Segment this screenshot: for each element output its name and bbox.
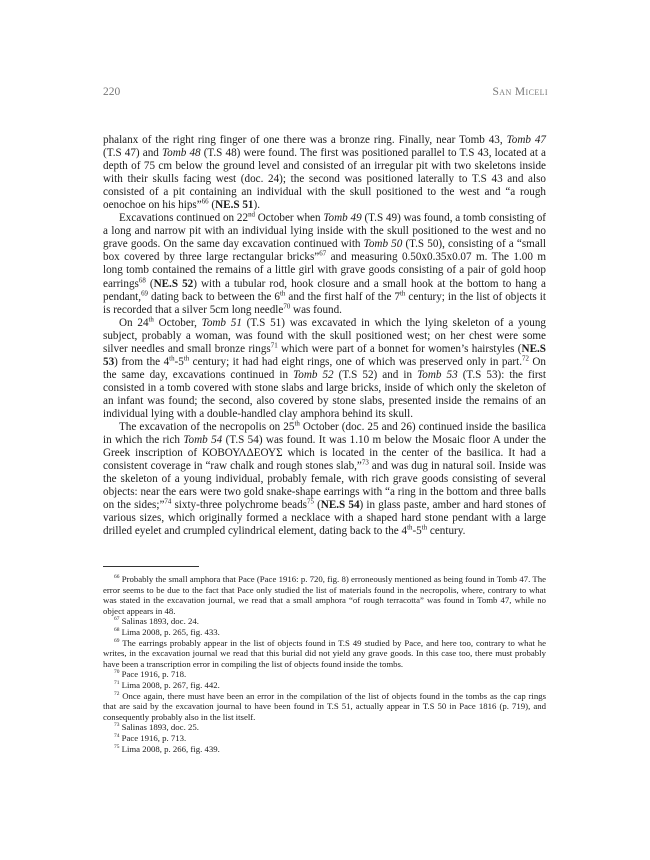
running-head: San Miceli [492, 86, 548, 98]
text-run: (T.S 51) was excavated in which the lying skeleton of a young subject, probably a woman, was found with the skull positioned west; on her chest were some silver needles and small bronze rings [103, 316, 546, 355]
tomb-name: Tomb 47 [506, 134, 546, 146]
text-run: (T.S 47) and [103, 147, 162, 160]
footnote-ref: th [399, 289, 406, 297]
footnote [103, 722, 546, 733]
page-number: 220 [103, 86, 121, 98]
main-text [103, 134, 546, 538]
text-run: sixty-three polychrome beads [171, 499, 307, 512]
footnote-number: 66 [114, 574, 120, 581]
text-run: On 24 [119, 316, 149, 329]
footnote-number: 68 [114, 627, 120, 634]
text-run: ) in glass paste, amber and hard stones of various sizes, which originally formed a necklace with a shaped hard stone pendant with a large drilled eyelet and crumpled cylindrical element, dating back to the 4 [103, 499, 546, 538]
footnote-ref: th [294, 420, 300, 428]
footnote-text: Lima 2008, p. 267, fig. 442. [121, 679, 220, 690]
tomb-name: Tomb 54 [183, 434, 223, 447]
footnote-ref: th [407, 524, 413, 532]
tomb-name: Tomb 51 [201, 316, 242, 329]
text-run: The excavation of the necropolis on 25 [119, 421, 295, 434]
footnote-text: Lima 2008, p. 265, fig. 433. [121, 626, 220, 637]
footnote-ref: 73 [361, 459, 369, 467]
footnote-ref: th [421, 524, 428, 532]
text-run: -5 [174, 355, 184, 368]
footnote-ref: th [279, 289, 286, 297]
footnote-ref: 69 [141, 289, 148, 297]
text-run: ) from the 4 [114, 355, 170, 368]
text-run: phalanx of the right ring finger of one there was a bronze ring. Finally, near Tomb 43, [103, 134, 507, 146]
catalogue-ref: NE.S 53 [103, 342, 546, 368]
text-run: ). [253, 199, 260, 212]
footnote-ref: 66 [201, 198, 209, 206]
footnote-ref: th [183, 355, 190, 363]
footnote [103, 669, 546, 680]
footnote-ref: th [169, 355, 175, 363]
footnote-text: Salinas 1893, doc. 24. [121, 616, 199, 627]
footnote-ref: 74 [164, 498, 172, 506]
text-run: and was dug in natural soil. Inside was the skeleton of a young individual, probably female, with rich grave goods consisting of several objects: near the ears were two gold snake-shape earrings with “a ring in the bottom and three balls on the sides;” [103, 460, 547, 512]
footnote-ref: nd [248, 211, 255, 219]
text-run: (T.S 53): the first consisted in a tomb covered with stone slabs and large bricks, inside of which only the skeleton of an infant was found; the second, also covered by stone slabs, presented inside the remains of an individual lying with a double-handled clay amphora behind its skull. [103, 368, 546, 420]
footnote-number: 70 [114, 669, 120, 676]
text-run: dating back to between the 6 [147, 290, 280, 303]
footnote-text: Pace 1916, p. 718. [121, 669, 187, 680]
footnote-number: 75 [114, 743, 120, 750]
text-run: (T.S 54) was found. It was 1.10 m below the Mosaic floor A under the Greek inscription of ΚΟΒΟΥΛΔΕΟΥΣ which is located in the center of the basilica. It had a consistent coverage in “raw chalk and rough stones slab,” [103, 434, 546, 473]
catalogue-ref: NE.S 51 [215, 199, 254, 212]
footnote-number: 71 [114, 680, 120, 687]
footnote-text: Salinas 1893, doc. 25. [121, 722, 199, 733]
text-run: century; it had had eight rings, one of which was preserved only in part. [189, 355, 522, 368]
text-run: century; in the list of objects it is recorded that a silver 5cm long needle [103, 290, 546, 316]
footnote [103, 744, 546, 755]
footnote [103, 691, 546, 723]
footnote-text: Lima 2008, p. 266, fig. 439. [121, 743, 220, 754]
footnote [103, 638, 546, 670]
catalogue-ref: NE.S 52 [153, 277, 194, 290]
footnote-ref: 67 [319, 250, 327, 258]
text-run: ( [313, 499, 321, 512]
text-run: (T.S 52) and in [333, 368, 418, 381]
text-run: October when [254, 212, 324, 225]
footnote-number: 69 [114, 637, 120, 644]
text-run: (T.S 50), consisting of a “small box covered by three large rectangular bricks” [103, 238, 546, 264]
text-run: and the first half of the 7 [285, 290, 400, 303]
text-run: -5 [412, 525, 422, 538]
text-run: October (doc. 25 and 26) continued inside the basilica in which the rich [103, 421, 546, 447]
catalogue-ref: NE.S 54 [320, 499, 360, 512]
footnote-number: 73 [114, 722, 120, 729]
footnote-ref: th [148, 315, 154, 323]
text-run: was found. [290, 303, 342, 316]
footnote [103, 616, 546, 627]
text-run: (T.S 49) was found, a tomb consisting of a long and narrow pit with an individual lying inside with the skull positioned to the west and no grave goods. On the same day excavation continued with [103, 212, 546, 251]
tomb-name: Tomb 50 [363, 238, 403, 251]
text-run: October, [153, 316, 202, 329]
text-run: and measuring 0.50x0.35x0.07 m. The 1.00 m long tomb contained the remains of a little girl with grave goods consisting of a pair of gold hoop earrings [103, 251, 546, 290]
footnote-divider [103, 566, 199, 567]
footnote-ref: 71 [270, 342, 278, 350]
tomb-name: Tomb 49 [323, 212, 362, 225]
footnotes [103, 574, 546, 754]
text-run: ( [145, 277, 154, 290]
text-run: (T.S 48) were found. The first was positioned parallel to T.S 43, located at a depth of 75 cm below the ground level and consisted of an irregular pit with two skeletons inside with their skulls facing west (doc. 24); the second was positioned laterally to T.S 43 and also consisted of a pit containing an individual with the skull positioned to the west and “a rough oenochoe on his hips” [103, 147, 546, 212]
footnote [103, 733, 546, 744]
text-run: century. [427, 525, 466, 538]
footnote-text: The earrings probably appear in the list of objects found in T.S 49 studied by Pace, and here too, contrary to what he writes, in the excavation journal we read that this burial did not yield any grave goods. In this case too, there must probably have been a transcription error in compiling the list of objects found inside the tombs. [103, 637, 547, 669]
tomb-name: Tomb 48 [161, 147, 201, 160]
footnote-number: 67 [114, 616, 120, 623]
footnote [103, 574, 546, 616]
body-paragraph [103, 421, 546, 538]
footnote-ref: 68 [138, 276, 146, 284]
text-run: ) with a tubular rod, hook closure and a small hook at the bottom to hang a pendant, [103, 277, 546, 303]
footnote-ref: 72 [522, 355, 529, 363]
footnote-ref: 75 [307, 498, 314, 506]
body-paragraph [103, 317, 546, 421]
text-run: On the same day, excavations continued in [103, 355, 547, 381]
footnote-number: 74 [114, 733, 120, 739]
footnote-number: 72 [114, 690, 120, 697]
text-run: ( [208, 199, 216, 212]
tomb-name: Tomb 53 [417, 368, 458, 381]
body-paragraph [103, 212, 546, 316]
text-run: Excavations continued on 22 [119, 212, 249, 225]
footnote-text: Pace 1916, p. 713. [121, 732, 187, 743]
body-paragraph [103, 134, 546, 212]
tomb-name: Tomb 52 [293, 368, 334, 381]
footnote-text: Once again, there must have been an error in the compilation of the list of objects found in the tombs as the cap rings that are said by the excavation journal to have been found in T.S 51, actually appear in T.S 50 in Pace 1816 (p. 719), and consequently probably also in the list itself. [103, 690, 546, 722]
text-run: which were part of a bonnet for women’s hairstyles ( [277, 342, 522, 355]
footnote-text: Probably the small amphora that Pace (Pace 1916: p. 720, fig. 8) erroneously mentioned as being found in Tomb 47. The error seems to be due to the fact that Pace only studied the list of materials found in the necropolis, where, contrary to what was stated in the excavation journal, we read that a small amphora “of rough terracotta” was found in Tomb 47, while no object appears in 48. [103, 574, 547, 616]
footnote [103, 680, 546, 691]
footnote-ref: 70 [283, 302, 291, 310]
footnote [103, 627, 546, 638]
